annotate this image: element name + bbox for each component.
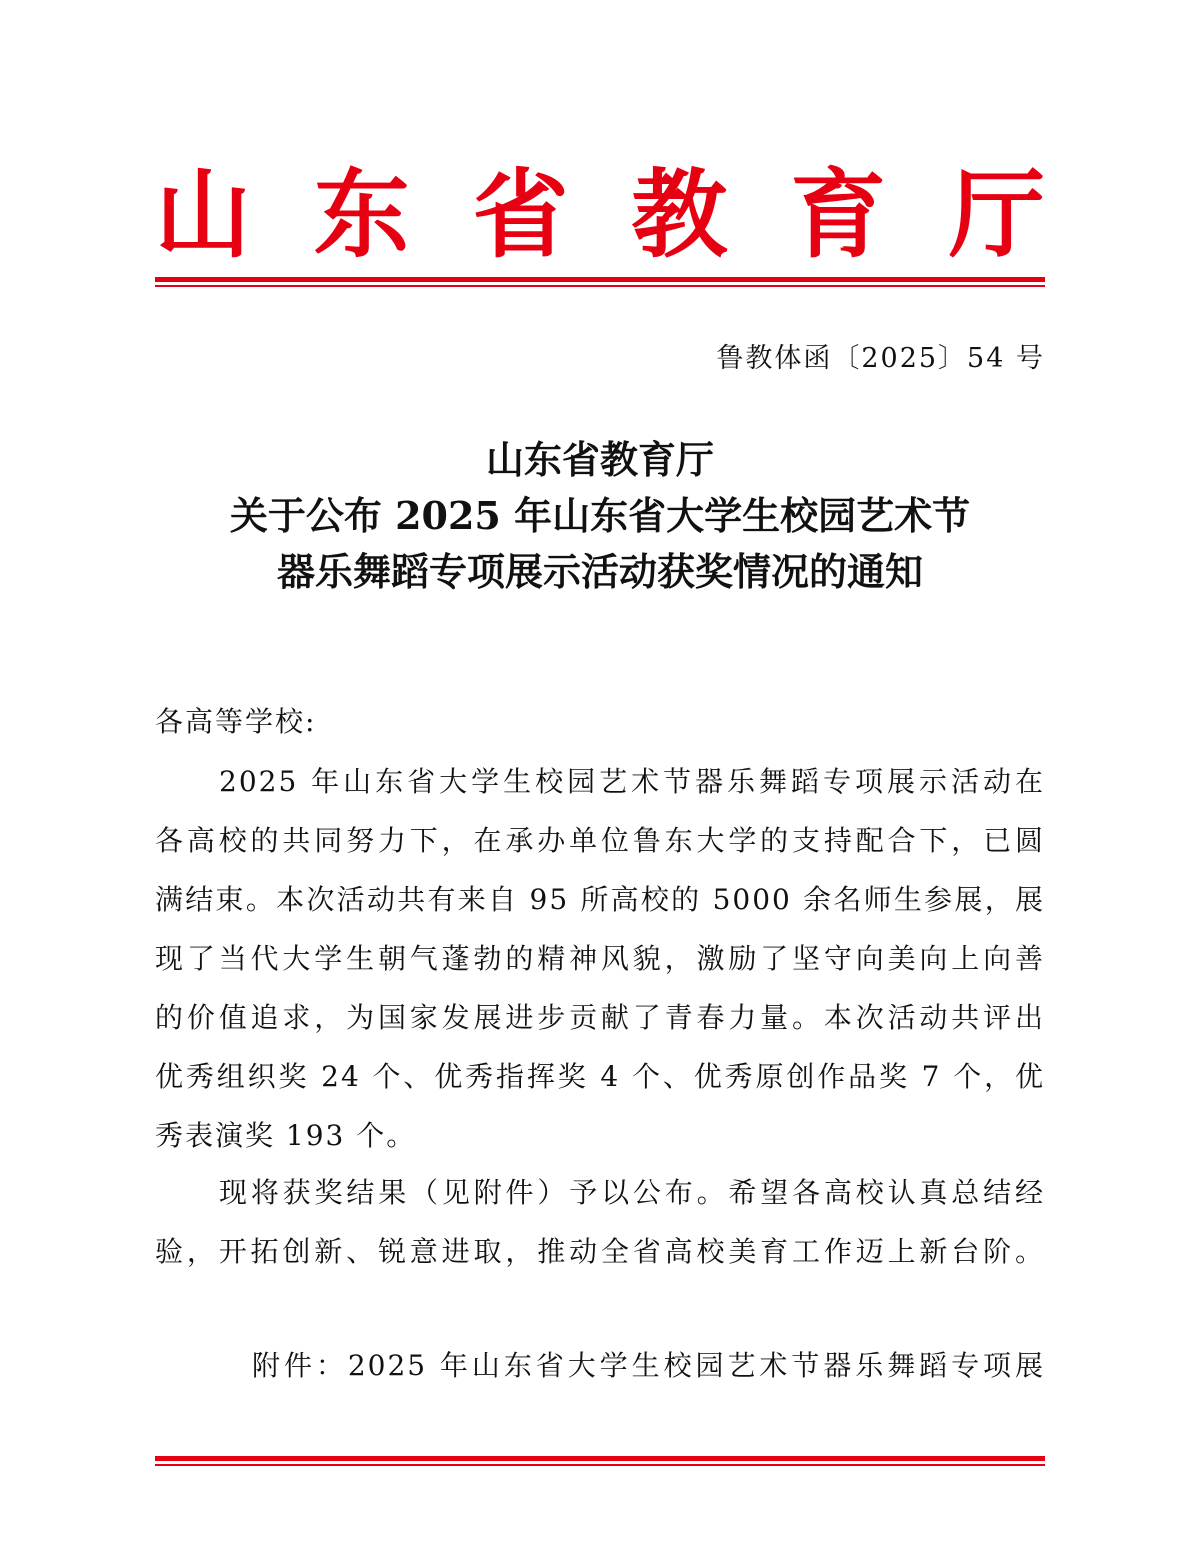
- paragraph-line: 秀表演奖 193 个。: [155, 1119, 417, 1152]
- body-paragraph: [155, 1163, 1045, 1281]
- masthead-char: 教: [631, 158, 728, 271]
- attachment-line: 附件：2025 年山东省大学生校园艺术节器乐舞蹈专项展: [252, 1349, 1045, 1382]
- attachment-note: [155, 1336, 1045, 1395]
- masthead-char: 东: [313, 158, 410, 271]
- document-number: 鲁教体函〔2025〕54 号: [716, 343, 1045, 374]
- paragraph-line: 各高校的共同努力下，在承办单位鲁东大学的支持配合下，已圆: [155, 824, 1045, 857]
- issuer-masthead: [155, 160, 1045, 270]
- paragraph-line: 优秀组织奖 24 个、优秀指挥奖 4 个、优秀原创作品奖 7 个，优: [155, 1060, 1045, 1093]
- footer-divider: [155, 1456, 1045, 1466]
- masthead-char: 育: [790, 158, 887, 271]
- title-line: 器乐舞蹈专项展示活动获奖情况的通知: [276, 549, 923, 594]
- document-title: [100, 432, 1100, 600]
- masthead-divider: [155, 277, 1045, 287]
- paragraph-line: 验，开拓创新、锐意进取，推动全省高校美育工作迈上新台阶。: [155, 1235, 1045, 1268]
- paragraph-line: 满结束。本次活动共有来自 95 所高校的 5000 余名师生参展，展: [155, 883, 1045, 916]
- masthead-char: 厅: [948, 158, 1045, 271]
- title-line: 山东省教育厅: [485, 437, 714, 482]
- salutation: 各高等学校:: [155, 705, 317, 738]
- masthead-char: 省: [472, 158, 569, 271]
- paragraph-line: 的价值追求，为国家发展进步贡献了青春力量。本次活动共评出: [155, 1001, 1045, 1034]
- paragraph-line: 现将获奖结果（见附件）予以公布。希望各高校认真总结经: [219, 1176, 1045, 1209]
- paragraph-line: 2025 年山东省大学生校园艺术节器乐舞蹈专项展示活动在: [219, 765, 1045, 798]
- title-line: 关于公布 2025 年山东省大学生校园艺术节: [229, 493, 971, 538]
- paragraph-line: 现了当代大学生朝气蓬勃的精神风貌，激励了坚守向美向上向善: [155, 942, 1045, 975]
- masthead-char: 山: [155, 158, 251, 271]
- body-paragraph: [155, 752, 1045, 1165]
